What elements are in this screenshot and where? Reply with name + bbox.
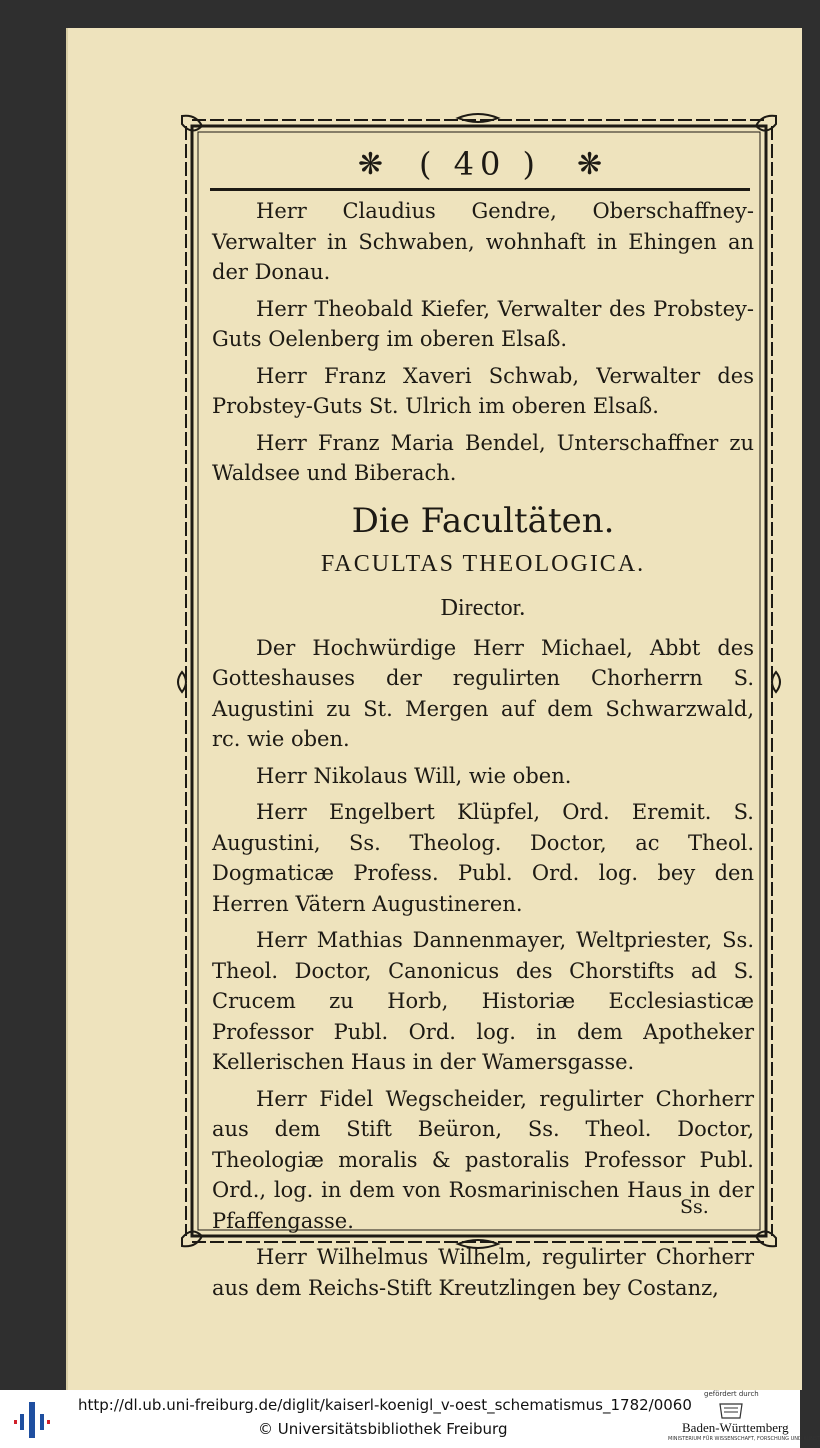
running-header xyxy=(210,142,750,186)
left-ornament-icon: ❋ xyxy=(357,146,383,182)
viewer-footer xyxy=(0,1390,820,1448)
list-item: Herr Franz Xaveri Schwab, Verwalter des Probstey-Guts St. Ulrich im oberen Elsaß. xyxy=(212,363,754,418)
copyright-text: © Universitätsbibliothek Freiburg xyxy=(258,1420,508,1438)
library-logo-icon xyxy=(12,1400,52,1440)
page-number: ( 40 ) xyxy=(418,145,542,183)
catchword: Ss. xyxy=(680,1196,709,1218)
list-item: Herr Wilhelmus Wilhelm, regulirter Chorherr aus dem Reichs-Stift Kreutzlingen bey Costanz, xyxy=(212,1245,754,1300)
list-item: Der Hochwürdige Herr Michael, Abbt des Gotteshauses der regulirten Chorherrn S. Augustini zu St. Mergen auf dem Schwarzwald, rc. wie oben. xyxy=(212,635,754,751)
sponsor-name: Baden-Württemberg xyxy=(682,1420,789,1435)
list-item: Herr Fidel Wegscheider, regulirter Chorherr aus dem Stift Beüron, Ss. Theol. Doctor, Theologiæ moralis & pastoralis Professor Publ. Ord., log. in dem von Rosmarinischen Haus in der Pfaffengasse. xyxy=(212,1086,754,1233)
page-body xyxy=(212,196,754,1309)
section-subtitle: FACULTAS THEOLOGICA. xyxy=(320,550,646,577)
list-item: Herr Mathias Dannenmayer, Weltpriester, Ss. Theol. Doctor, Canonicus des Chorstifts ad S. Crucem zu Horb, Historiæ Ecclesiasticæ Professor Publ. Ord. log. in dem Apotheker Kellerischen Haus in der Wamersgasse. xyxy=(212,928,754,1074)
list-item: Herr Franz Maria Bendel, Unterschaffner zu Waldsee und Biberach. xyxy=(212,430,754,485)
list-item: Herr Theobald Kiefer, Verwalter des Probstey-Guts Oelenberg im oberen Elsaß. xyxy=(212,296,754,351)
section-title: Die Facultäten. xyxy=(351,500,615,541)
list-item: Herr Nikolaus Will, wie oben. xyxy=(256,763,572,788)
funded-by-label: gefördert durch xyxy=(704,1390,759,1398)
list-item: Herr Engelbert Klüpfel, Ord. Eremit. S. Augustini, Ss. Theolog. Doctor, ac Theol. Dogmaticæ Profess. Publ. Ord. log. bey den Herren Vätern Augustineren. xyxy=(212,800,754,916)
ministry-name: MINISTERIUM FÜR WISSENSCHAFT, FORSCHUNG UND KUNST xyxy=(668,1436,820,1442)
header-rule xyxy=(210,188,750,191)
right-ornament-icon: ❋ xyxy=(577,146,603,182)
crest-icon xyxy=(716,1400,746,1420)
list-item: Herr Claudius Gendre, Oberschaffney-Verwalter in Schwaben, wohnhaft in Ehingen an der Donau. xyxy=(212,199,754,284)
role-heading: Director. xyxy=(440,594,526,621)
permalink-url[interactable]: http://dl.ub.uni-freiburg.de/diglit/kaiserl-koenigl_v-oest_schematismus_1782/0060 xyxy=(78,1396,692,1414)
